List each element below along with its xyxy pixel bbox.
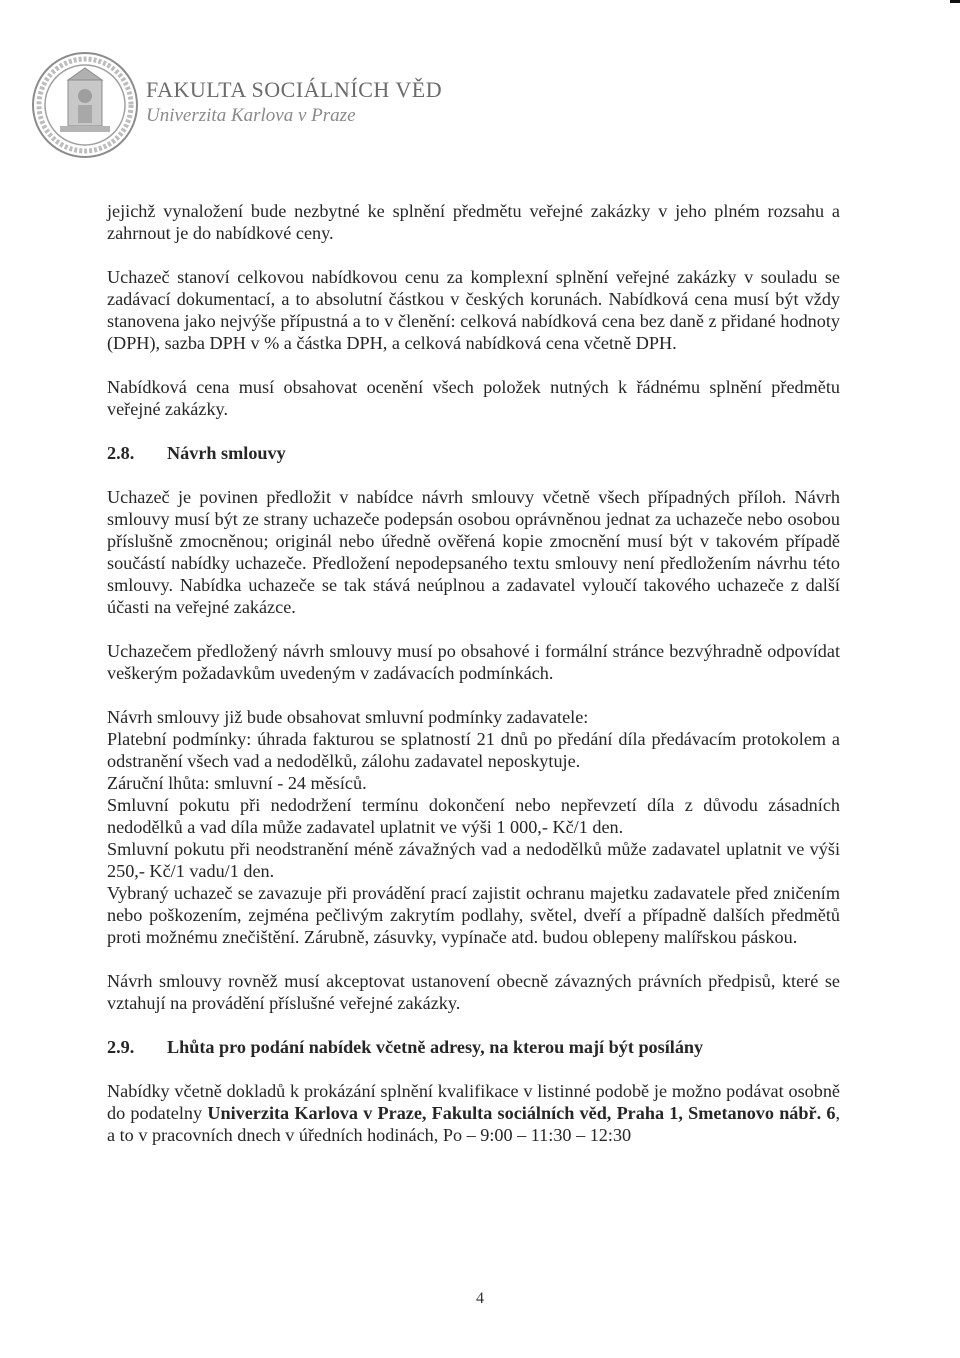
contract-terms-line: Záruční lhůta: smluvní - 24 měsíců.: [107, 773, 367, 793]
contract-terms-line: Návrh smlouvy již bude obsahovat smluvní podmínky zadavatele:: [107, 707, 589, 727]
paragraph: Uchazečem předložený návrh smlouvy musí po obsahové i formální stránce bezvýhradně odpovídat veškerým požadavkům uvedeným v zadávacích podmínkách.: [107, 641, 840, 683]
contract-terms-line: Smluvní pokutu při neodstranění méně závažných vad a nedodělků může zadavatel uplatnit ve výši 250,- Kč/1 vadu/1 den.: [107, 839, 840, 881]
section-number: 2.9.: [107, 1037, 135, 1057]
paragraph: jejichž vynaložení bude nezbytné ke splnění předmětu veřejné zakázky v jeho plném rozsahu a zahrnout je do nabídkové ceny.: [107, 201, 840, 243]
text-run: Nabídky včetně dokladů k prokázání splnění kvalifikace v listinné podobě je možno podávat osobně do podatelny: [107, 1081, 840, 1123]
section-title: Lhůta pro podání nabídek včetně adresy, na kterou mají být posílány: [167, 1037, 704, 1057]
university-name: Univerzita Karlova v Praze: [146, 105, 356, 126]
paragraph: Nabídková cena musí obsahovat ocenění všech položek nutných k řádnému splnění předmětu veřejné zakázky.: [107, 377, 840, 419]
contract-terms-line: Platební podmínky: úhrada fakturou se splatností 21 dnů po předání díla předávacím protokolem a odstranění všech vad a nedodělků, zálohu zadavatel neposkytuje.: [107, 729, 840, 771]
paragraph: [107, 1080, 840, 1146]
section-heading-2-8: [107, 442, 840, 464]
document-body: [107, 200, 840, 1168]
contract-terms-line: Smluvní pokutu při nedodržení termínu dokončení nebo nepřevzetí díla z důvodu zásadních nedodělků a vad díla může zadavatel uplatnit ve výši 1 000,- Kč/1 den.: [107, 795, 840, 837]
paragraph: Uchazeč je povinen předložit v nabídce návrh smlouvy včetně všech případných příloh. Návrh smlouvy musí být ze strany uchazeče podepsán osobou oprávněnou jednat za uchazeče nebo osobou příslušně zmocněnou; originál nebo úředně ověřená kopie zmocnění musí být v takovém případě součástí nabídky uchazeče. Předložení nepodepsaného textu smlouvy není předložením návrhu této smlouvy. Nabídka uchazeče se tak stává neúplnou a zadavatel vyloučí takového uchazeče z další účasti na veřejné zakázce.: [107, 487, 840, 617]
section-title: Návrh smlouvy: [167, 443, 286, 463]
faculty-name: FAKULTA SOCIÁLNÍCH VĚD: [146, 77, 443, 102]
page-number: 4: [476, 1290, 484, 1307]
paragraph: Uchazeč stanoví celkovou nabídkovou cenu za komplexní splnění veřejné zakázky v souladu se zadávací dokumentací, a to absolutní částkou v českých korunách. Nabídková cena musí být vždy stanovena jako nejvýše přípustná a to v členění: celková nabídková cena bez daně z přidané hodnoty (DPH), sazba DPH v % a částka DPH, a celková nabídková cena včetně DPH.: [107, 267, 840, 353]
scan-corner-mark: [950, 0, 960, 3]
address-bold: Univerzita Karlova v Praze, Fakulta sociálních věd, Praha 1, Smetanovo nábř. 6: [207, 1103, 836, 1123]
paragraph: Návrh smlouvy rovněž musí akceptovat ustanovení obecně závazných právních předpisů, které se vztahují na provádění příslušné veřejné zakázky.: [107, 971, 840, 1013]
university-seal-icon: [30, 50, 140, 160]
letterhead: [30, 50, 442, 160]
text-run: , a to v pracovních dnech v úředních hodinách, Po – 9:00 – 11:30 – 12:30: [107, 1103, 840, 1145]
contract-terms-line: Vybraný uchazeč se zavazuje při provádění prací zajistit ochranu majetku zadavatele před zničením nebo poškozením, zejména pečlivým zakrytím podlahy, světel, dveří a případně dalších předmětů proti možnému znečištění. Zárubně, zásuvky, vypínače atd. budou oblepeny malířskou páskou.: [107, 883, 840, 947]
section-number: 2.8.: [107, 443, 135, 463]
section-heading-2-9: [107, 1036, 840, 1058]
